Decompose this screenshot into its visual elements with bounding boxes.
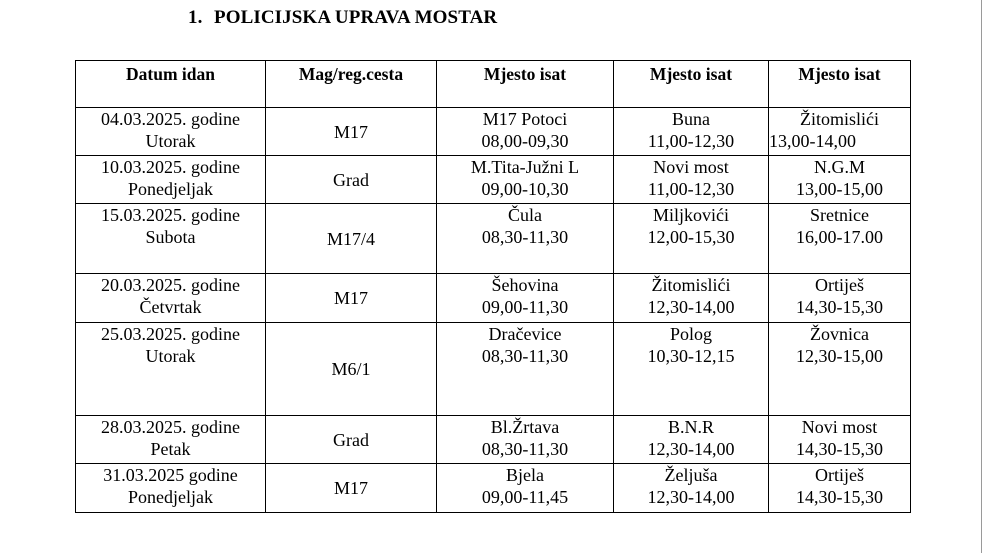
place-time-cell-2: Polog 10,30-12,15 <box>614 323 769 416</box>
section-heading <box>188 7 497 29</box>
schedule-table <box>75 60 911 513</box>
place-time-cell-2: B.N.R 12,30-14,00 <box>614 416 769 464</box>
table-row <box>76 204 911 274</box>
table-row <box>76 274 911 323</box>
place-time-cell-3: Sretnice 16,00-17.00 <box>769 204 911 274</box>
header-place-time-1: Mjesto isat <box>437 61 614 108</box>
header-road: Mag/reg.cesta <box>266 61 437 108</box>
road-cell: M17/4 <box>266 204 437 274</box>
place-time-cell-1: Dračevice 08,30-11,30 <box>437 323 614 416</box>
place-time-cell-1: Bl.Žrtava 08,30-11,30 <box>437 416 614 464</box>
header-place-time-2: Mjesto isat <box>614 61 769 108</box>
header-date-day: Datum idan <box>76 61 266 108</box>
table-row <box>76 464 911 513</box>
place-time-cell-1: Čula 08,30-11,30 <box>437 204 614 274</box>
place-time-cell-2: Žitomislići 12,30-14,00 <box>614 274 769 323</box>
road-cell: M17 <box>266 274 437 323</box>
section-title: POLICIJSKA UPRAVA MOSTAR <box>214 7 498 28</box>
page-edge-divider <box>981 0 982 553</box>
date-cell: 10.03.2025. godine Ponedjeljak <box>76 156 266 204</box>
place-time-cell-3: N.G.M 13,00-15,00 <box>769 156 911 204</box>
road-cell: M6/1 <box>266 323 437 416</box>
place-time-cell-3: Ortiješ 14,30-15,30 <box>769 274 911 323</box>
place-time-cell-3: Žovnica 12,30-15,00 <box>769 323 911 416</box>
table-row <box>76 323 911 416</box>
place-time-cell-3: Novi most 14,30-15,30 <box>769 416 911 464</box>
date-cell: 20.03.2025. godine Četvrtak <box>76 274 266 323</box>
place-time-cell-1: M.Tita-Južni L 09,00-10,30 <box>437 156 614 204</box>
road-cell: Grad <box>266 416 437 464</box>
date-cell: 28.03.2025. godine Petak <box>76 416 266 464</box>
section-number: 1. <box>188 7 203 28</box>
road-cell: Grad <box>266 156 437 204</box>
table-header-row <box>76 61 911 108</box>
table-row <box>76 416 911 464</box>
place-time-cell-1: M17 Potoci 08,00-09,30 <box>437 108 614 156</box>
place-time-cell-2: Novi most 11,00-12,30 <box>614 156 769 204</box>
date-cell: 04.03.2025. godine Utorak <box>76 108 266 156</box>
place-time-cell-2: Buna 11,00-12,30 <box>614 108 769 156</box>
header-place-time-3: Mjesto isat <box>769 61 911 108</box>
table-row <box>76 108 911 156</box>
road-cell: M17 <box>266 464 437 513</box>
place-time-cell-3: Ortiješ 14,30-15,30 <box>769 464 911 513</box>
place-time-cell-2: Miljkovići 12,00-15,30 <box>614 204 769 274</box>
date-cell: 31.03.2025 godine Ponedjeljak <box>76 464 266 513</box>
place-time-cell-3: Žitomislići 13,00-14,00 <box>769 108 911 156</box>
place-time-cell-2: Željuša 12,30-14,00 <box>614 464 769 513</box>
date-cell: 25.03.2025. godine Utorak <box>76 323 266 416</box>
place-time-cell-1: Bjela 09,00-11,45 <box>437 464 614 513</box>
road-cell: M17 <box>266 108 437 156</box>
date-cell: 15.03.2025. godine Subota <box>76 204 266 274</box>
place-time-cell-1: Šehovina 09,00-11,30 <box>437 274 614 323</box>
table-row <box>76 156 911 204</box>
